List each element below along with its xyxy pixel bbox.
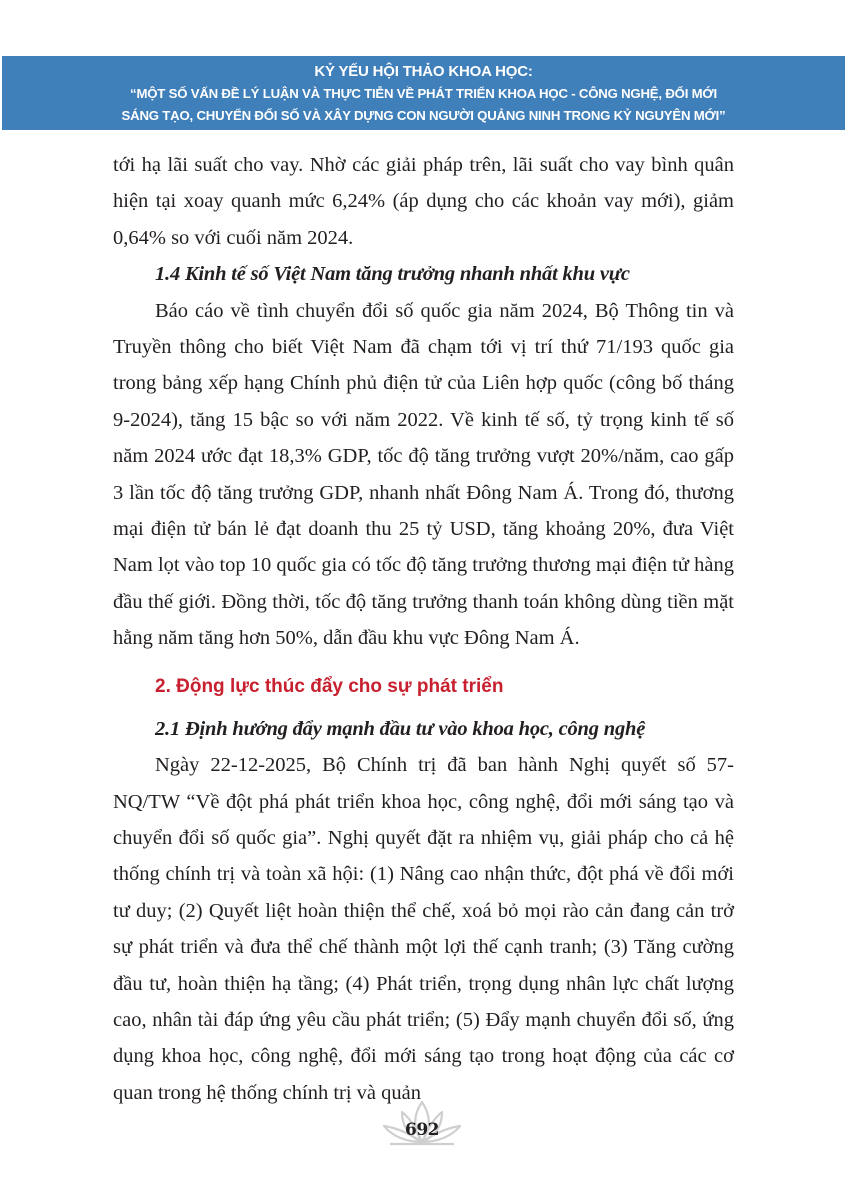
header-banner — [2, 56, 845, 130]
page-footer — [372, 1098, 472, 1154]
paragraph-1-4: Báo cáo về tình chuyển đổi số quốc gia năm 2024, Bộ Thông tin và Truyền thông cho biết Việt Nam đã chạm tới vị trí thứ 71/193 quốc gia trong bảng xếp hạng Chính phủ điện tử của Liên hợp quốc (công bố tháng 9-2024), tăng 15 bậc so với năm 2022. Về kinh tế số, tỷ trọng kinh tế số năm 2024 ước đạt 18,3% GDP, tốc độ tăng trưởng vượt 20%/năm, cao gấp 3 lần tốc độ tăng trưởng GDP, nhanh nhất Đông Nam Á. Trong đó, thương mại điện tử bán lẻ đạt doanh thu 25 tỷ USD, tăng khoảng 20%, đưa Việt Nam lọt vào top 10 quốc gia có tốc độ tăng trưởng thương mại điện tử hàng đầu thế giới. Đồng thời, tốc độ tăng trưởng thanh toán không dùng tiền mặt hằng năm tăng hơn 50%, dẫn đầu khu vực Đông Nam Á. — [113, 299, 734, 650]
paragraph-continued: tới hạ lãi suất cho vay. Nhờ các giải pháp trên, lãi suất cho vay bình quân hiện tại xoay quanh mức 6,24% (áp dụng cho các khoản vay mới), giảm 0,64% so với cuối năm 2024. — [113, 154, 734, 249]
header-subtitle-line-2: SÁNG TẠO, CHUYỂN ĐỔI SỐ VÀ XÂY DỰNG CON NGƯỜI QUẢNG NINH TRONG KỶ NGUYÊN MỚI” — [121, 108, 726, 123]
page-body — [113, 147, 734, 1111]
paragraph-2-1: Ngày 22-12-2025, Bộ Chính trị đã ban hành Nghị quyết số 57-NQ/TW “Về đột phá phát triển khoa học, công nghệ, đổi mới sáng tạo và chuyển đổi số quốc gia”. Nghị quyết đặt ra nhiệm vụ, giải pháp cho cả hệ thống chính trị và toàn xã hội: (1) Nâng cao nhận thức, đột phá về đổi mới tư duy; (2) Quyết liệt hoàn thiện thể chế, xoá bỏ mọi rào cản đang cản trở sự phát triển và đưa thể chế thành một lợi thế cạnh tranh; (3) Tăng cường đầu tư, hoàn thiện hạ tầng; (4) Phát triển, trọng dụng nhân lực chất lượng cao, nhân tài đáp ứng yêu cầu phát triển; (5) Đẩy mạnh chuyển đổi số, ứng dụng khoa học, công nghệ, đổi mới sáng tạo trong hoạt động của các cơ quan trong hệ thống chính trị và quản — [113, 754, 734, 1104]
header-title: KỶ YẾU HỘI THẢO KHOA HỌC: — [314, 63, 533, 80]
subheading-1-4: 1.4 Kinh tế số Việt Nam tăng trưởng nhanh nhất khu vực — [155, 263, 630, 286]
subheading-2-1: 2.1 Định hướng đẩy mạnh đầu tư vào khoa học, công nghệ — [155, 717, 646, 740]
header-subtitle-line-1: “MỘT SỐ VẤN ĐỀ LÝ LUẬN VÀ THỰC TIỄN VỀ PHÁT TRIỂN KHOA HỌC - CÔNG NGHỆ, ĐỔI MỚI — [130, 86, 717, 101]
page-number: 692 — [405, 1120, 439, 1140]
section-heading-2: 2. Động lực thúc đẩy cho sự phát triển — [155, 675, 504, 697]
